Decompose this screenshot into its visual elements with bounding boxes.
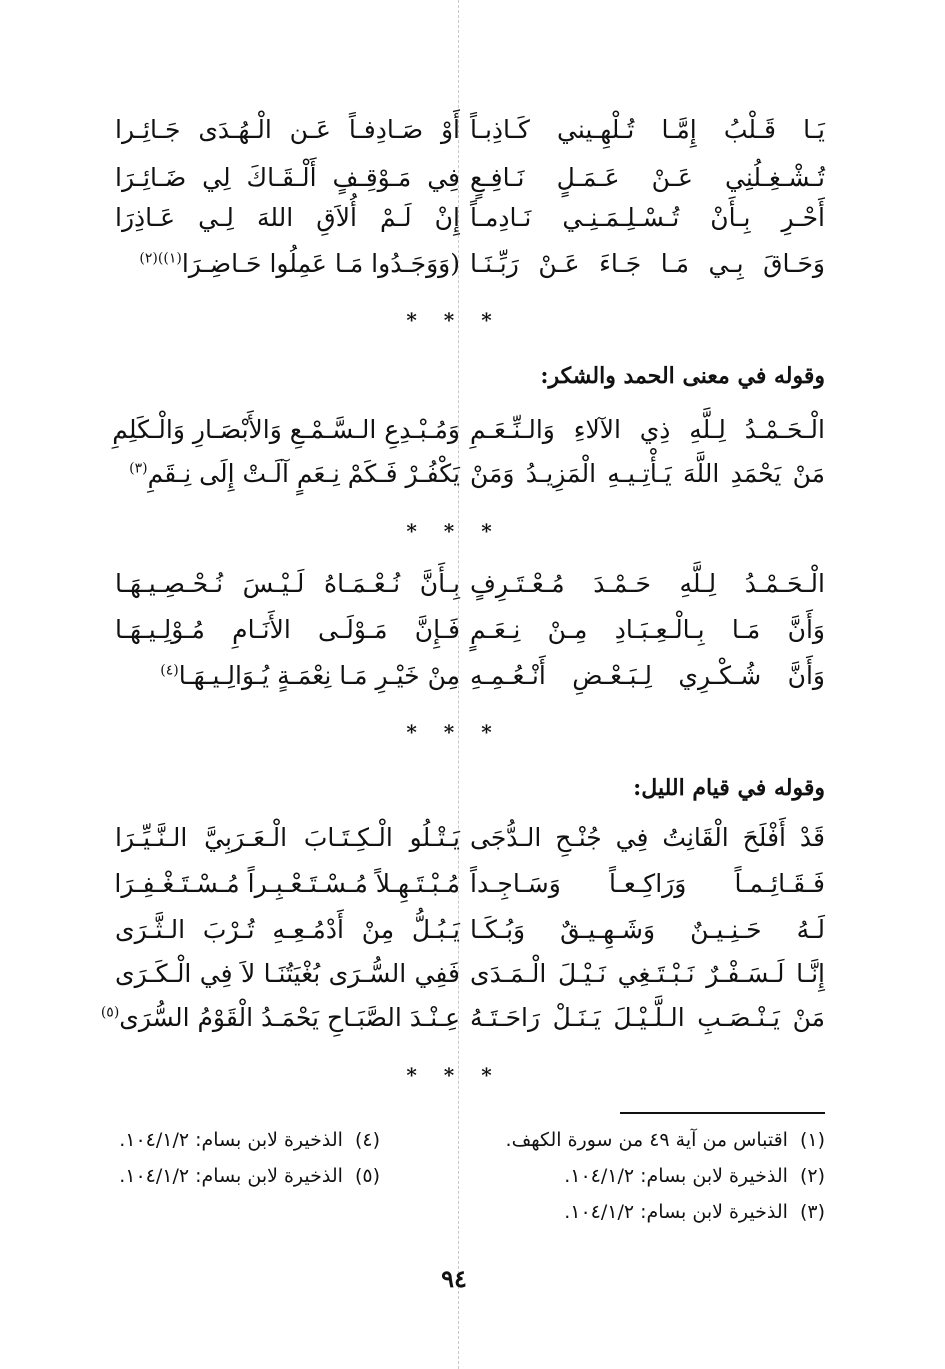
footnote-number: (٣) [799, 1201, 825, 1223]
verse-3-3-left [115, 658, 460, 694]
footnote-5 [119, 1162, 380, 1190]
footnote-ref: (٣) [129, 460, 148, 477]
footnote-text: اقتباس من آية ٤٩ من سورة الكهف. [505, 1129, 788, 1151]
footnote-1 [506, 1126, 825, 1154]
verse-text: (وَوَجَـدُوا مَـا عَمِلُوا حَـاضِـرَا [181, 249, 460, 278]
footnote-ref: (٤) [160, 662, 179, 679]
verse-1-4-left [115, 246, 460, 282]
verse-4-5-right: مَنْ يَـنْـصَـبِ الـلَّـيْـلَ يَـنَـلْ رَاحَـتَـهُ [470, 1003, 825, 1032]
footnote-2 [564, 1162, 825, 1190]
verse-1-2-left: فِي مَـوْقِـفٍ أَلْـقَـاكَ لِي ضَـائِـرَا [115, 163, 460, 192]
verse-4-1-right: قَدْ أَفْلَحَ الْقَانِتُ فِي جُنْـحِ الـدُّجَى [470, 823, 825, 852]
section-separator: * * * [406, 308, 502, 332]
verse-4-2-left: مُـبْـتَـهِـلاً مُـسْـتَـعْـبِـراً مُـسْـتَـغْـفِـرَا [114, 869, 460, 898]
verse-2-2-right: مَنْ يَحْمَدِ اللَّهَ يَـأْتِـيـهِ الْمَزِيـدُ وَمَنْ [470, 459, 825, 488]
verse-3-3-right: وَأَنَّ شُـكْـرِي لِـبَـعْـضِ أَنْـعُـمِـهِ [470, 661, 825, 690]
footnote-ref: (١))(٢) [139, 250, 182, 267]
section-separator: * * * [406, 720, 502, 744]
footnote-number: (١) [799, 1129, 825, 1151]
verse-2-1-left: وَمُـبْـدِعِ الـسَّـمْـعِ وَالأَبْصَـارِ وَالْـكَلِمِ [112, 415, 460, 444]
verse-4-3-left: يَـبُـلُّ مِنْ أَدْمُـعِـهِ تُـرْبَ الـثَّـرَى [115, 915, 460, 944]
verse-4-3-right: لَـهُ حَـنِـيـنٌ وَشَـهِـيـقٌ وَبُـكَـا [470, 915, 825, 944]
verse-1-4-right: وَحَـاقَ بِـي مَـا جَـاءَ عَـنْ رَبِّـنَـا [470, 249, 825, 278]
footnote-number: (٥) [354, 1165, 380, 1187]
verse-text: مِنْ خَيْـرِ مَـا نِعْمَـةٍ يُـوَالِـيـهَـا [178, 661, 460, 690]
verse-3-2-right: وَأَنَّ مَـا بِـالْـعِـبَـادِ مِـنْ نِـعَـمٍ [470, 615, 825, 644]
footnote-number: (٤) [354, 1129, 380, 1151]
verse-1-1-left: أَوْ صَـادِفـاً عَـن الْـهُـدَى جَـائِـرا [115, 115, 460, 144]
verse-1-1-right: يَـا قَـلْبُ إِمَّـا تُـلْهِـيني كَـاذِبـاً [470, 115, 825, 144]
verse-4-4-right: إِنَّـا لَـسَـفْـرٌ نَـبْـتَـغِي نَـيْـلَ الْـمَـدَى [470, 959, 825, 988]
footnote-4 [119, 1126, 380, 1154]
footnote-number: (٢) [799, 1165, 825, 1187]
verse-3-1-left: بِـأَنَّ نُـعْـمَـاهُ لَـيْـسَ نُـحْـصِـيـهَـا [115, 569, 460, 598]
verse-3-1-right: الْـحَـمْـدُ لِـلَّهِ حَـمْـدَ مُـعْـتَـرِفٍ [470, 569, 825, 598]
verse-2-2-left [115, 456, 460, 492]
verse-text: يَكْفُـرْ فَـكَمْ نِـعَمٍ آلَـتْ إِلَى نِـقَمِ [147, 459, 460, 488]
verse-4-1-left: يَـتْـلُو الْـكِـتَـابَ الْـعَـرَبِيَّ الـنَّـيِّـرَا [115, 823, 460, 852]
section-intro-praise: وقوله في معنى الحمد والشكر: [540, 363, 825, 389]
footnote-3 [564, 1198, 825, 1226]
footnote-text: الذخيرة لابن بسام: ١٠٤/١/٢. [564, 1165, 788, 1187]
verse-2-1-right: الْـحَـمْـدُ لِـلَّهِ ذِي الآلاءِ وَالـنِّـعَـمِ [470, 415, 825, 444]
section-separator: * * * [406, 1063, 502, 1087]
verse-4-2-right: فَـقَـائِـمـاً وَرَاكِـعـاً وَسَـاجِـداً [470, 869, 825, 898]
verse-1-2-right: تُـشْـغِـلُنِي عَـنْ عَـمَـلٍ نَـافِـعٍ [470, 163, 825, 192]
footnote-ref: (٥) [100, 1004, 120, 1021]
verse-text: عِـنْـدَ الصَّبَـاحِ يَحْمَـدُ الْقَوْمُ السُّرَى [119, 1003, 460, 1032]
page-number: ٩٤ [441, 1264, 467, 1293]
footnote-rule [620, 1112, 825, 1114]
verse-3-2-left: فَـإِنَّ مَـوْلَـى الأَنَـامِ مُـوْلِـيـهَـا [115, 615, 460, 644]
section-intro-night-prayer: وقوله في قيام الليل: [633, 775, 825, 801]
footnote-text: الذخيرة لابن بسام: ١٠٤/١/٢. [119, 1129, 343, 1151]
verse-1-3-left: إِنْ لَـمْ أُلاَقِ اللهَ لِـي عَـاذِرَا [115, 203, 460, 232]
section-separator: * * * [406, 519, 502, 543]
footnote-text: الذخيرة لابن بسام: ١٠٤/١/٢. [564, 1201, 788, 1223]
verse-1-3-right: أَحْـرِ بِـأَنْ تُـسْـلِـمَـنِـي نَـادِمـاً [470, 203, 825, 232]
verse-4-5-left [100, 1000, 460, 1036]
footnote-text: الذخيرة لابن بسام: ١٠٤/١/٢. [119, 1165, 343, 1187]
verse-4-4-left: فَفِي السُّـرَى بُغْيَتُنَـا لاَ فِي الْـكَـرَى [115, 959, 460, 988]
